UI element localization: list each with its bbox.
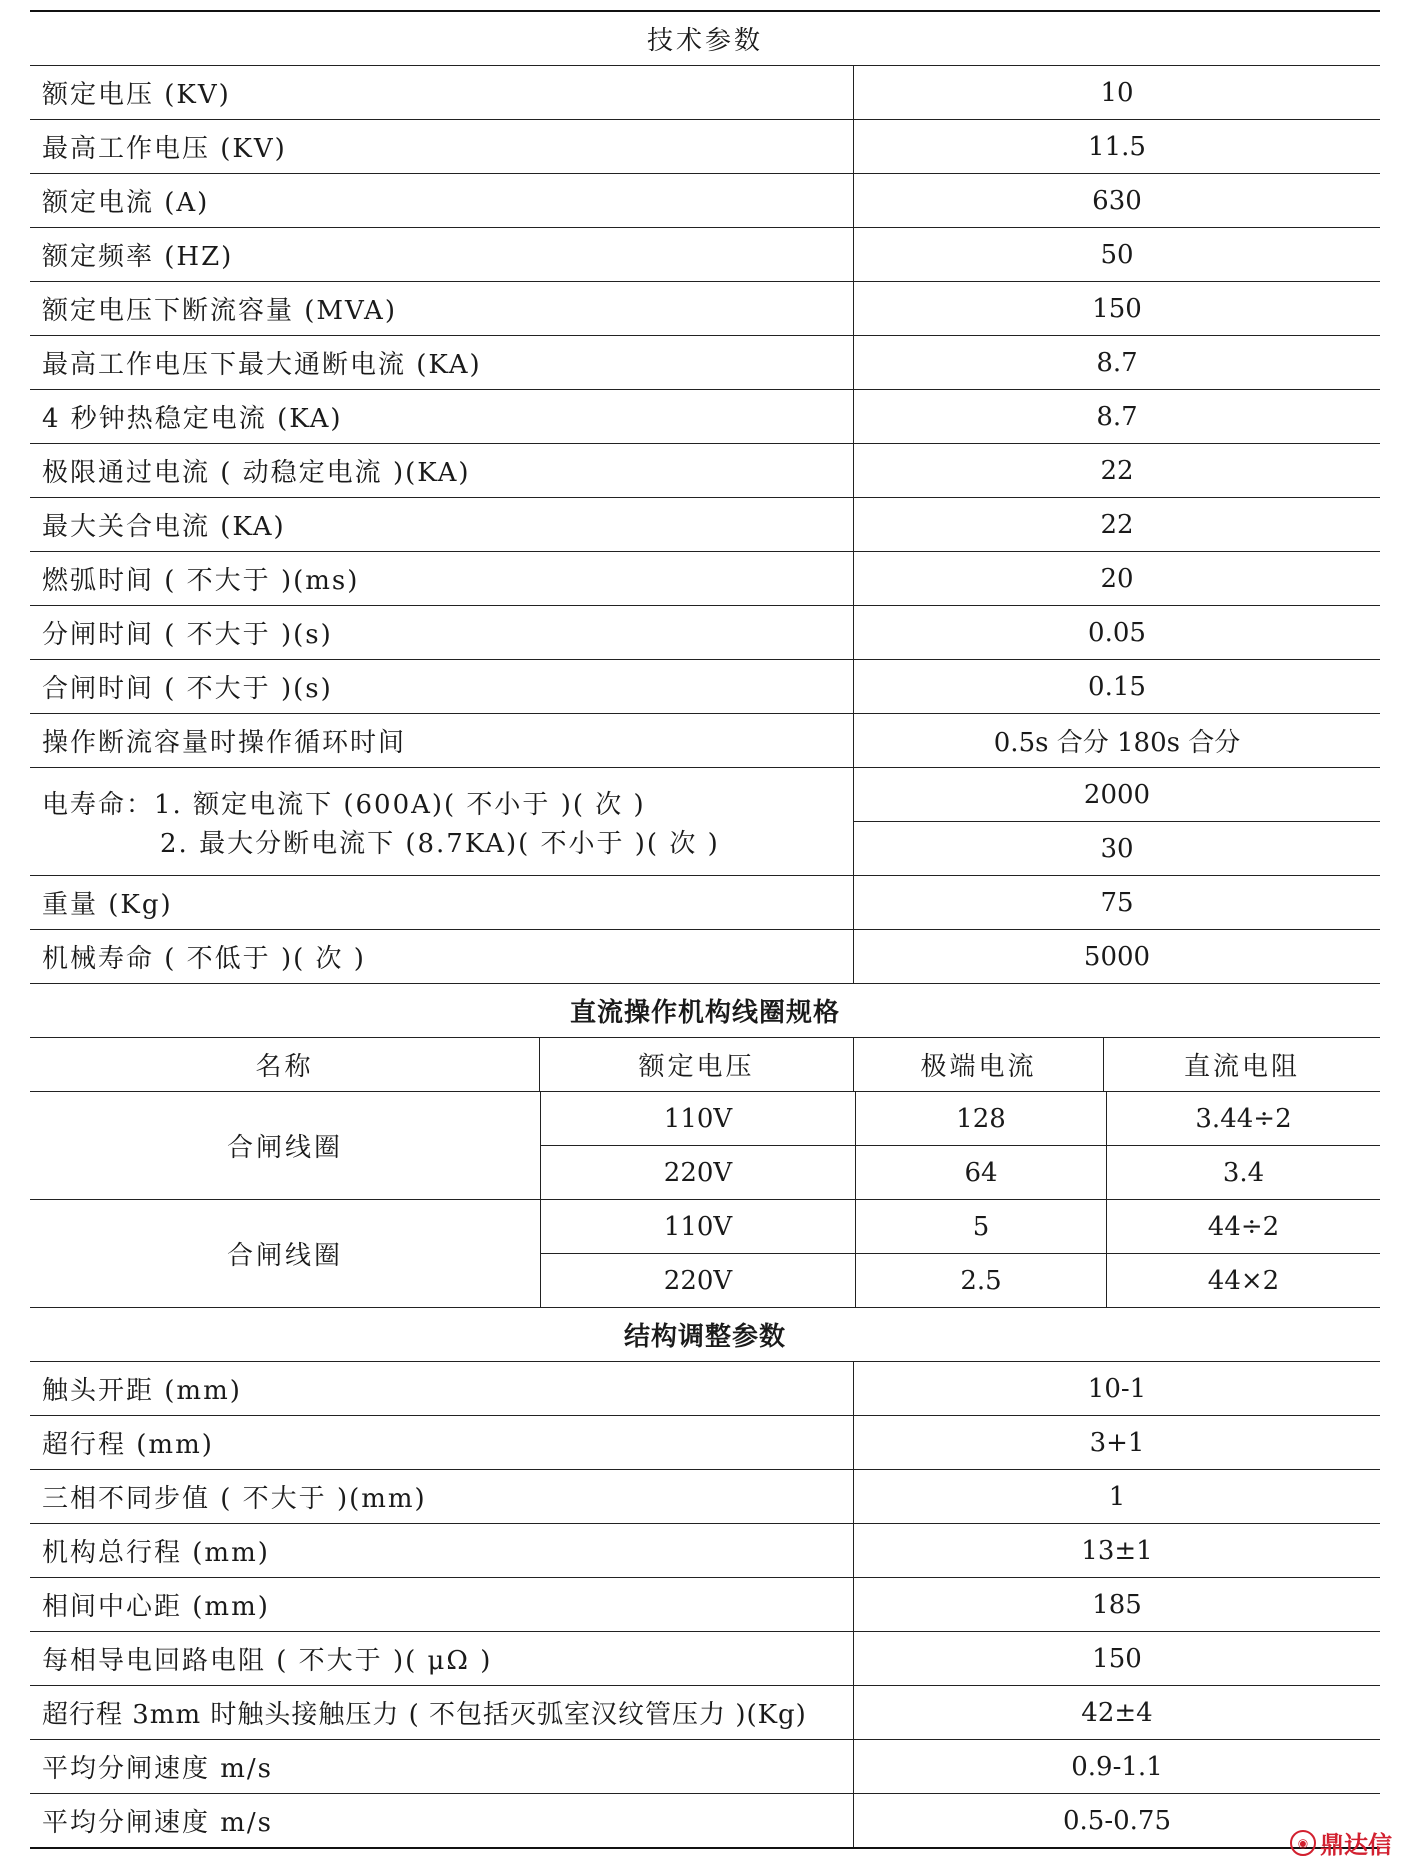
param-value: 50 [1100,239,1134,270]
param-value: 3+1 [1089,1427,1145,1458]
coil-resistance: 44×2 [1207,1265,1280,1296]
param-label: 燃弧时间 ( 不大于 )(ms) [30,552,854,605]
table-row [30,66,1380,120]
param-value: 185 [1092,1589,1142,1620]
param-label: 分闸时间 ( 不大于 )(s) [30,606,854,659]
param-label: 超行程 3mm 时触头接触压力 ( 不包括灭弧室汉纹管压力 )(Kg) [30,1686,854,1739]
electrical-life-line1: 电寿命：1. 额定电流下 (600A)( 不小于 )( 次 ) [42,789,646,820]
coil-title: 直流操作机构线圈规格 [569,998,840,1028]
table-row [30,1794,1380,1849]
coil-header-resistance: 直流电阻 [1183,1052,1300,1082]
electrical-life-row [30,768,1380,876]
param-value: 11.5 [1088,131,1146,162]
table-row [30,552,1380,606]
table-row [30,1362,1380,1416]
param-label: 平均分闸速度 m/s [30,1794,854,1847]
tech-title: 技术参数 [646,26,763,56]
table-row [30,444,1380,498]
logo-icon: ◉ [1290,1830,1316,1856]
coil-subrows [541,1200,1380,1307]
electrical-life-line2: 2. 最大分断电流下 (8.7KA)( 不小于 )( 次 ) [160,828,720,859]
table-row [30,498,1380,552]
param-value: 13±1 [1081,1535,1153,1566]
param-value: 0.05 [1088,617,1146,648]
param-value: 150 [1092,293,1142,324]
param-label: 最高工作电压下最大通断电流 (KA) [30,336,854,389]
table-row [30,1578,1380,1632]
param-value: 10 [1100,77,1134,108]
structure-title-row [30,1308,1380,1362]
electrical-life-value-1: 2000 [854,768,1380,822]
tech-title-row [30,12,1380,66]
coil-name: 合闸线圈 [30,1092,541,1199]
coil-voltage: 110V [541,1092,856,1145]
coil-group [30,1200,1380,1308]
param-value: 22 [1100,455,1134,486]
param-value: 1 [1108,1481,1126,1512]
param-label: 平均分闸速度 m/s [30,1740,854,1793]
param-label: 合闸时间 ( 不大于 )(s) [30,660,854,713]
param-value: 5000 [1083,941,1151,972]
param-label: 触头开距 (mm) [30,1362,854,1415]
param-label: 最大关合电流 (KA) [30,498,854,551]
coil-current: 64 [856,1146,1107,1199]
table-row [30,606,1380,660]
table-row [30,228,1380,282]
coil-current: 5 [856,1200,1107,1253]
coil-subrow [541,1254,1380,1307]
param-label: 操作断流容量时操作循环时间 [30,714,854,767]
coil-current: 2.5 [856,1254,1107,1307]
param-value: 22 [1100,509,1134,540]
param-label: 额定电流 (A) [30,174,854,227]
coil-subrow [541,1146,1380,1199]
coil-resistance: 44÷2 [1207,1211,1280,1242]
param-value: 0.5s 合分 180s 合分 [993,728,1241,758]
coil-resistance: 3.44÷2 [1195,1103,1292,1134]
watermark-logo [1290,1825,1392,1860]
param-value: 0.15 [1088,671,1146,702]
table-row [30,876,1380,930]
param-label: 额定电压下断流容量 (MVA) [30,282,854,335]
param-value: 8.7 [1096,347,1138,378]
coil-voltage: 220V [541,1146,856,1199]
electrical-life-label [30,768,854,875]
table-row [30,714,1380,768]
structure-title: 结构调整参数 [623,1322,786,1352]
coil-subrows [541,1092,1380,1199]
table-row [30,174,1380,228]
table-row [30,1686,1380,1740]
coil-subrow [541,1092,1380,1146]
table-row [30,1470,1380,1524]
param-value: 20 [1100,563,1134,594]
param-label: 相间中心距 (mm) [30,1578,854,1631]
param-value: 75 [1100,887,1134,918]
table-row [30,1740,1380,1794]
table-row [30,120,1380,174]
param-value: 0.9-1.1 [1071,1751,1163,1782]
coil-name: 合闸线圈 [30,1200,541,1307]
table-row [30,660,1380,714]
table-row [30,1632,1380,1686]
coil-header-current: 极端电流 [854,1038,1104,1091]
table-row [30,1416,1380,1470]
param-label: 机构总行程 (mm) [30,1524,854,1577]
coil-voltage: 220V [541,1254,856,1307]
param-label: 机械寿命 ( 不低于 )( 次 ) [30,930,854,983]
param-label: 重量 (Kg) [30,876,854,929]
coil-group [30,1092,1380,1200]
table-row [30,282,1380,336]
param-label: 额定电压 (KV) [30,66,854,119]
electrical-life-value-2: 30 [1100,833,1134,864]
spec-sheet [30,10,1380,1849]
param-label: 每相导电回路电阻 ( 不大于 )( μΩ ) [30,1632,854,1685]
param-label: 最高工作电压 (KV) [30,120,854,173]
electrical-life-values [854,768,1380,875]
param-value: 630 [1092,185,1142,216]
table-row [30,390,1380,444]
coil-subrow [541,1200,1380,1254]
coil-voltage: 110V [541,1200,856,1253]
coil-current: 128 [856,1092,1107,1145]
param-value: 10-1 [1087,1373,1147,1404]
coil-resistance: 3.4 [1222,1157,1265,1188]
param-label: 额定频率 (HZ) [30,228,854,281]
table-row [30,1524,1380,1578]
param-label: 4 秒钟热稳定电流 (KA) [30,390,854,443]
param-value: 8.7 [1096,401,1138,432]
param-label: 超行程 (mm) [30,1416,854,1469]
watermark-text: 鼎达信 [1320,1831,1392,1859]
param-label: 极限通过电流 ( 动稳定电流 )(KA) [30,444,854,497]
tech-rows [30,66,1380,768]
table-row [30,336,1380,390]
param-value: 150 [1092,1643,1142,1674]
param-value: 0.5-0.75 [1062,1805,1172,1836]
coil-header-name: 名称 [30,1038,540,1091]
param-label: 三相不同步值 ( 不大于 )(mm) [30,1470,854,1523]
coil-title-row [30,984,1380,1038]
table-row [30,930,1380,984]
coil-header-voltage: 额定电压 [540,1038,854,1091]
param-value: 42±4 [1081,1697,1153,1728]
coil-header-row [30,1038,1380,1092]
